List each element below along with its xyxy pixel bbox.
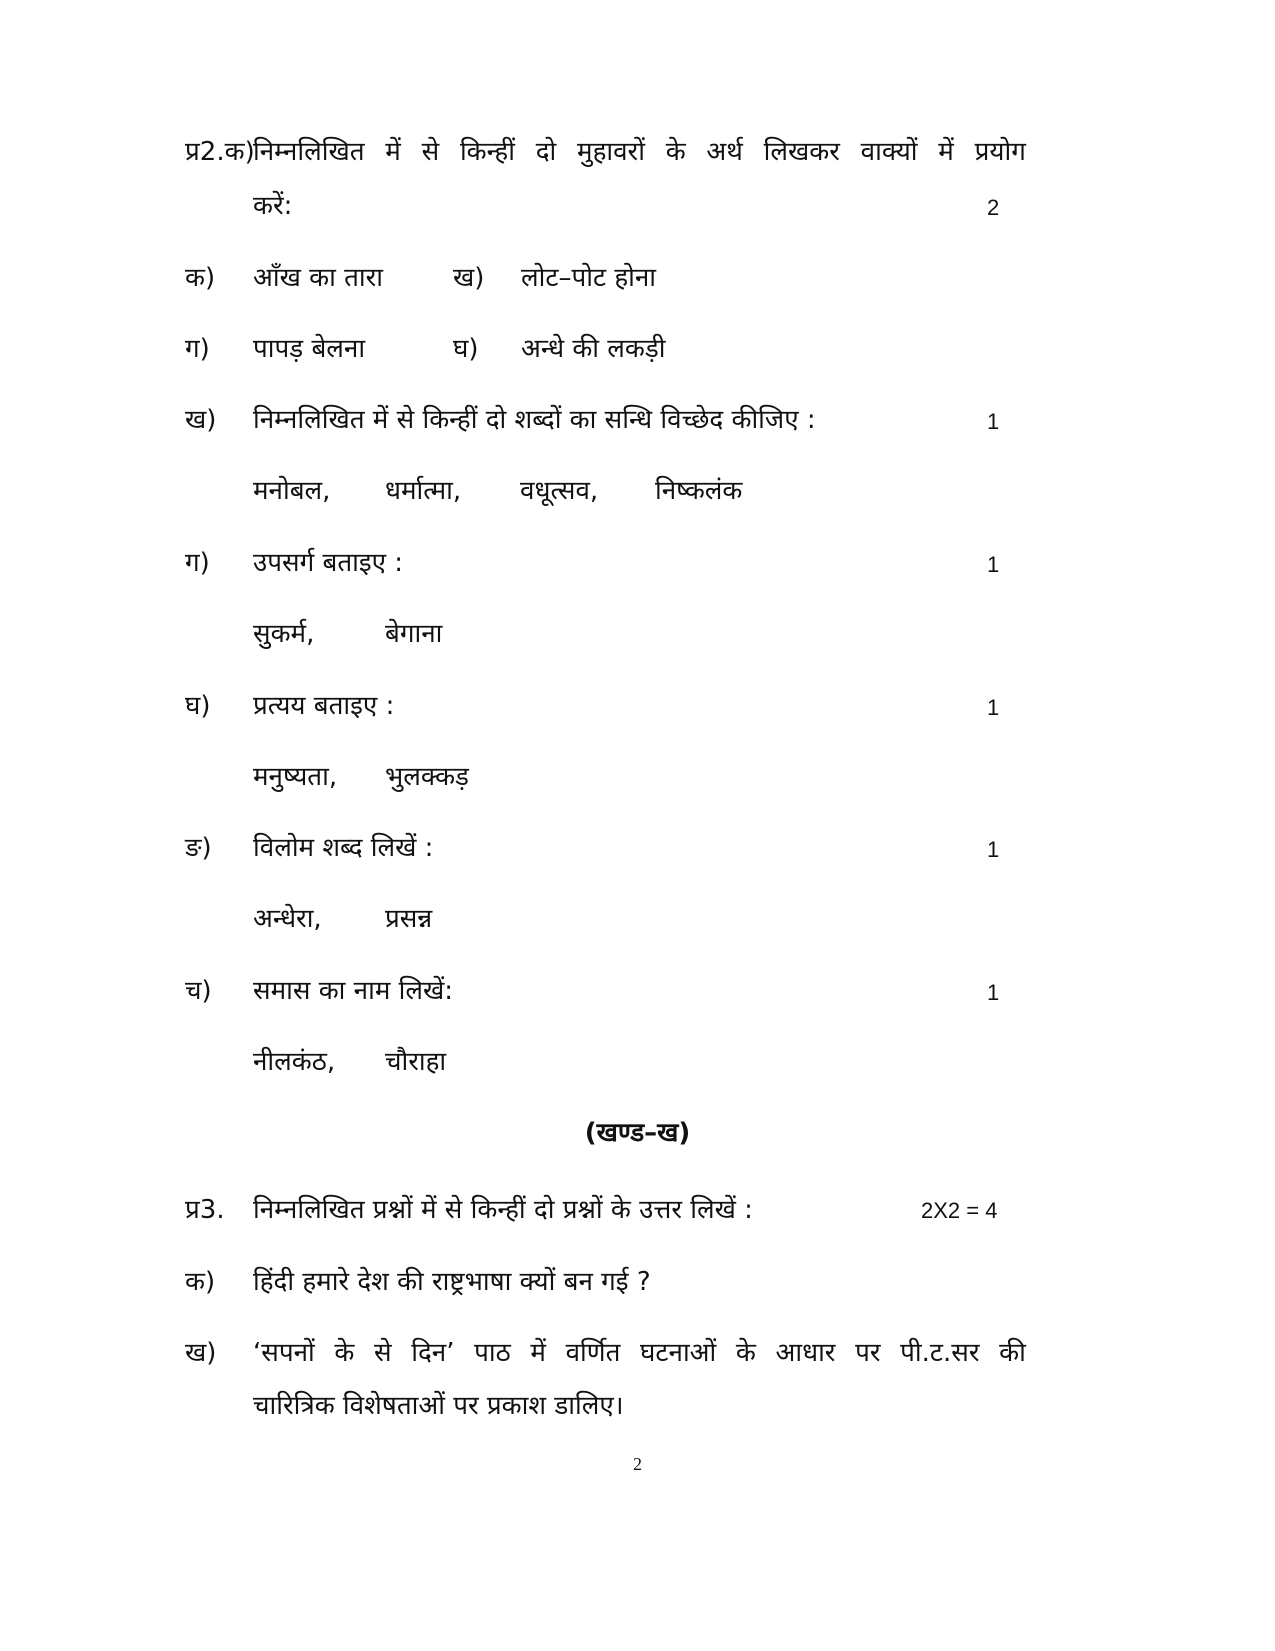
upsarg-word: सुकर्म, bbox=[253, 619, 315, 649]
vilom-word: अन्धेरा, bbox=[253, 904, 322, 934]
q3-ka-label: क) bbox=[185, 1267, 216, 1297]
q2-word: के bbox=[665, 137, 686, 167]
upsarg-marks: 1 bbox=[987, 552, 1000, 577]
q3-kha-word: ‘सपनों bbox=[253, 1338, 315, 1368]
idiom-gha: अन्धे की लकड़ी bbox=[521, 334, 666, 364]
idiom-label-kha: ख) bbox=[453, 263, 485, 293]
q3-ka-question: हिंदी हमारे देश की राष्ट्रभाषा क्यों बन गई ? bbox=[253, 1267, 651, 1297]
upsarg-instruction: उपसर्ग बताइए : bbox=[253, 548, 404, 578]
q3-kha-word: के bbox=[735, 1338, 756, 1368]
q3-kha-word: आधार bbox=[775, 1338, 836, 1368]
idiom-ka: आँख का तारा bbox=[253, 263, 383, 293]
q3-kha-word: पर bbox=[855, 1338, 881, 1368]
q3-kha-word: से bbox=[374, 1338, 392, 1368]
q2-word: किन्हीं bbox=[459, 137, 515, 167]
q3-marks: 2X2 = 4 bbox=[921, 1198, 998, 1223]
q2-word: अर्थ bbox=[706, 137, 743, 167]
q2-word: में bbox=[385, 137, 401, 167]
pratyay-marks: 1 bbox=[987, 695, 1000, 720]
q2-word: वाक्यों bbox=[860, 137, 918, 167]
upsarg-word: बेगाना bbox=[385, 619, 443, 649]
pratyay-word: भुलक्कड़ bbox=[385, 762, 469, 792]
q3-kha-word: घटनाओं bbox=[640, 1338, 717, 1368]
q3-label: प्र3. bbox=[185, 1195, 225, 1225]
samas-instruction: समास का नाम लिखें: bbox=[253, 976, 454, 1006]
vilom-word: प्रसन्न bbox=[385, 904, 433, 934]
sandhi-instruction: निम्नलिखित में से किन्हीं दो शब्दों का सन्धि विच्छेद कीजिए : bbox=[253, 405, 816, 435]
q3-kha-word: की bbox=[999, 1338, 1026, 1368]
q2-instruction-line2: करें: bbox=[253, 191, 293, 221]
vilom-label: ङ) bbox=[185, 833, 212, 863]
pratyay-word: मनुष्यता, bbox=[253, 762, 338, 792]
idiom-label-ga: ग) bbox=[185, 334, 210, 364]
sandhi-word: मनोबल, bbox=[253, 476, 331, 506]
q3-kha-question-line2: चारित्रिक विशेषताओं पर प्रकाश डालिए। bbox=[253, 1391, 624, 1421]
q3-kha-word: पी.ट.सर bbox=[900, 1338, 980, 1368]
sandhi-word: वधूत्सव, bbox=[520, 476, 599, 506]
idiom-label-gha: घ) bbox=[453, 334, 479, 364]
sandhi-label: ख) bbox=[185, 405, 217, 435]
upsarg-label: ग) bbox=[185, 548, 210, 578]
pratyay-label: घ) bbox=[185, 691, 211, 721]
q3-kha-word: पाठ bbox=[474, 1338, 511, 1368]
q2-word: में bbox=[938, 137, 954, 167]
q3-kha-label: ख) bbox=[185, 1338, 217, 1368]
q3-instruction: निम्नलिखित प्रश्नों में से किन्हीं दो प्रश्नों के उत्तर लिखें : bbox=[253, 1195, 753, 1225]
idiom-kha: लोट–पोट होना bbox=[521, 263, 657, 293]
q3-kha-word: दिन’ bbox=[411, 1338, 455, 1368]
q2-word: प्रयोग bbox=[974, 137, 1026, 167]
section-heading: (खण्ड–ख) bbox=[584, 1118, 691, 1148]
q2-word: निम्नलिखित bbox=[253, 137, 365, 167]
pratyay-instruction: प्रत्यय बताइए : bbox=[253, 691, 395, 721]
samas-label: च) bbox=[185, 976, 212, 1006]
idiom-label-ka: क) bbox=[185, 263, 216, 293]
samas-word: नीलकंठ, bbox=[253, 1047, 336, 1077]
samas-word: चौराहा bbox=[385, 1047, 447, 1077]
idiom-ga: पापड़ बेलना bbox=[253, 334, 366, 364]
q3-kha-word: में bbox=[530, 1338, 546, 1368]
samas-marks: 1 bbox=[987, 980, 1000, 1005]
q3-kha-word: वर्णित bbox=[565, 1338, 621, 1368]
q2-marks: 2 bbox=[987, 195, 1000, 220]
sandhi-word: धर्मात्मा, bbox=[385, 476, 462, 506]
vilom-marks: 1 bbox=[987, 837, 1000, 862]
sandhi-word: निष्कलंक bbox=[655, 476, 743, 506]
q2-word: दो bbox=[535, 137, 557, 167]
q2-label: प्र2.क) bbox=[185, 137, 255, 167]
q2-instruction-line1 bbox=[253, 136, 1026, 168]
vilom-instruction: विलोम शब्द लिखें : bbox=[253, 833, 434, 863]
q2-word: लिखकर bbox=[763, 137, 840, 167]
q3-kha-word: के bbox=[334, 1338, 355, 1368]
q2-word: से bbox=[421, 137, 440, 167]
sandhi-marks: 1 bbox=[987, 409, 1000, 434]
page-number: 2 bbox=[633, 1454, 642, 1474]
q3-kha-question-line1 bbox=[253, 1337, 1026, 1369]
q2-word: मुहावरों bbox=[577, 137, 645, 167]
